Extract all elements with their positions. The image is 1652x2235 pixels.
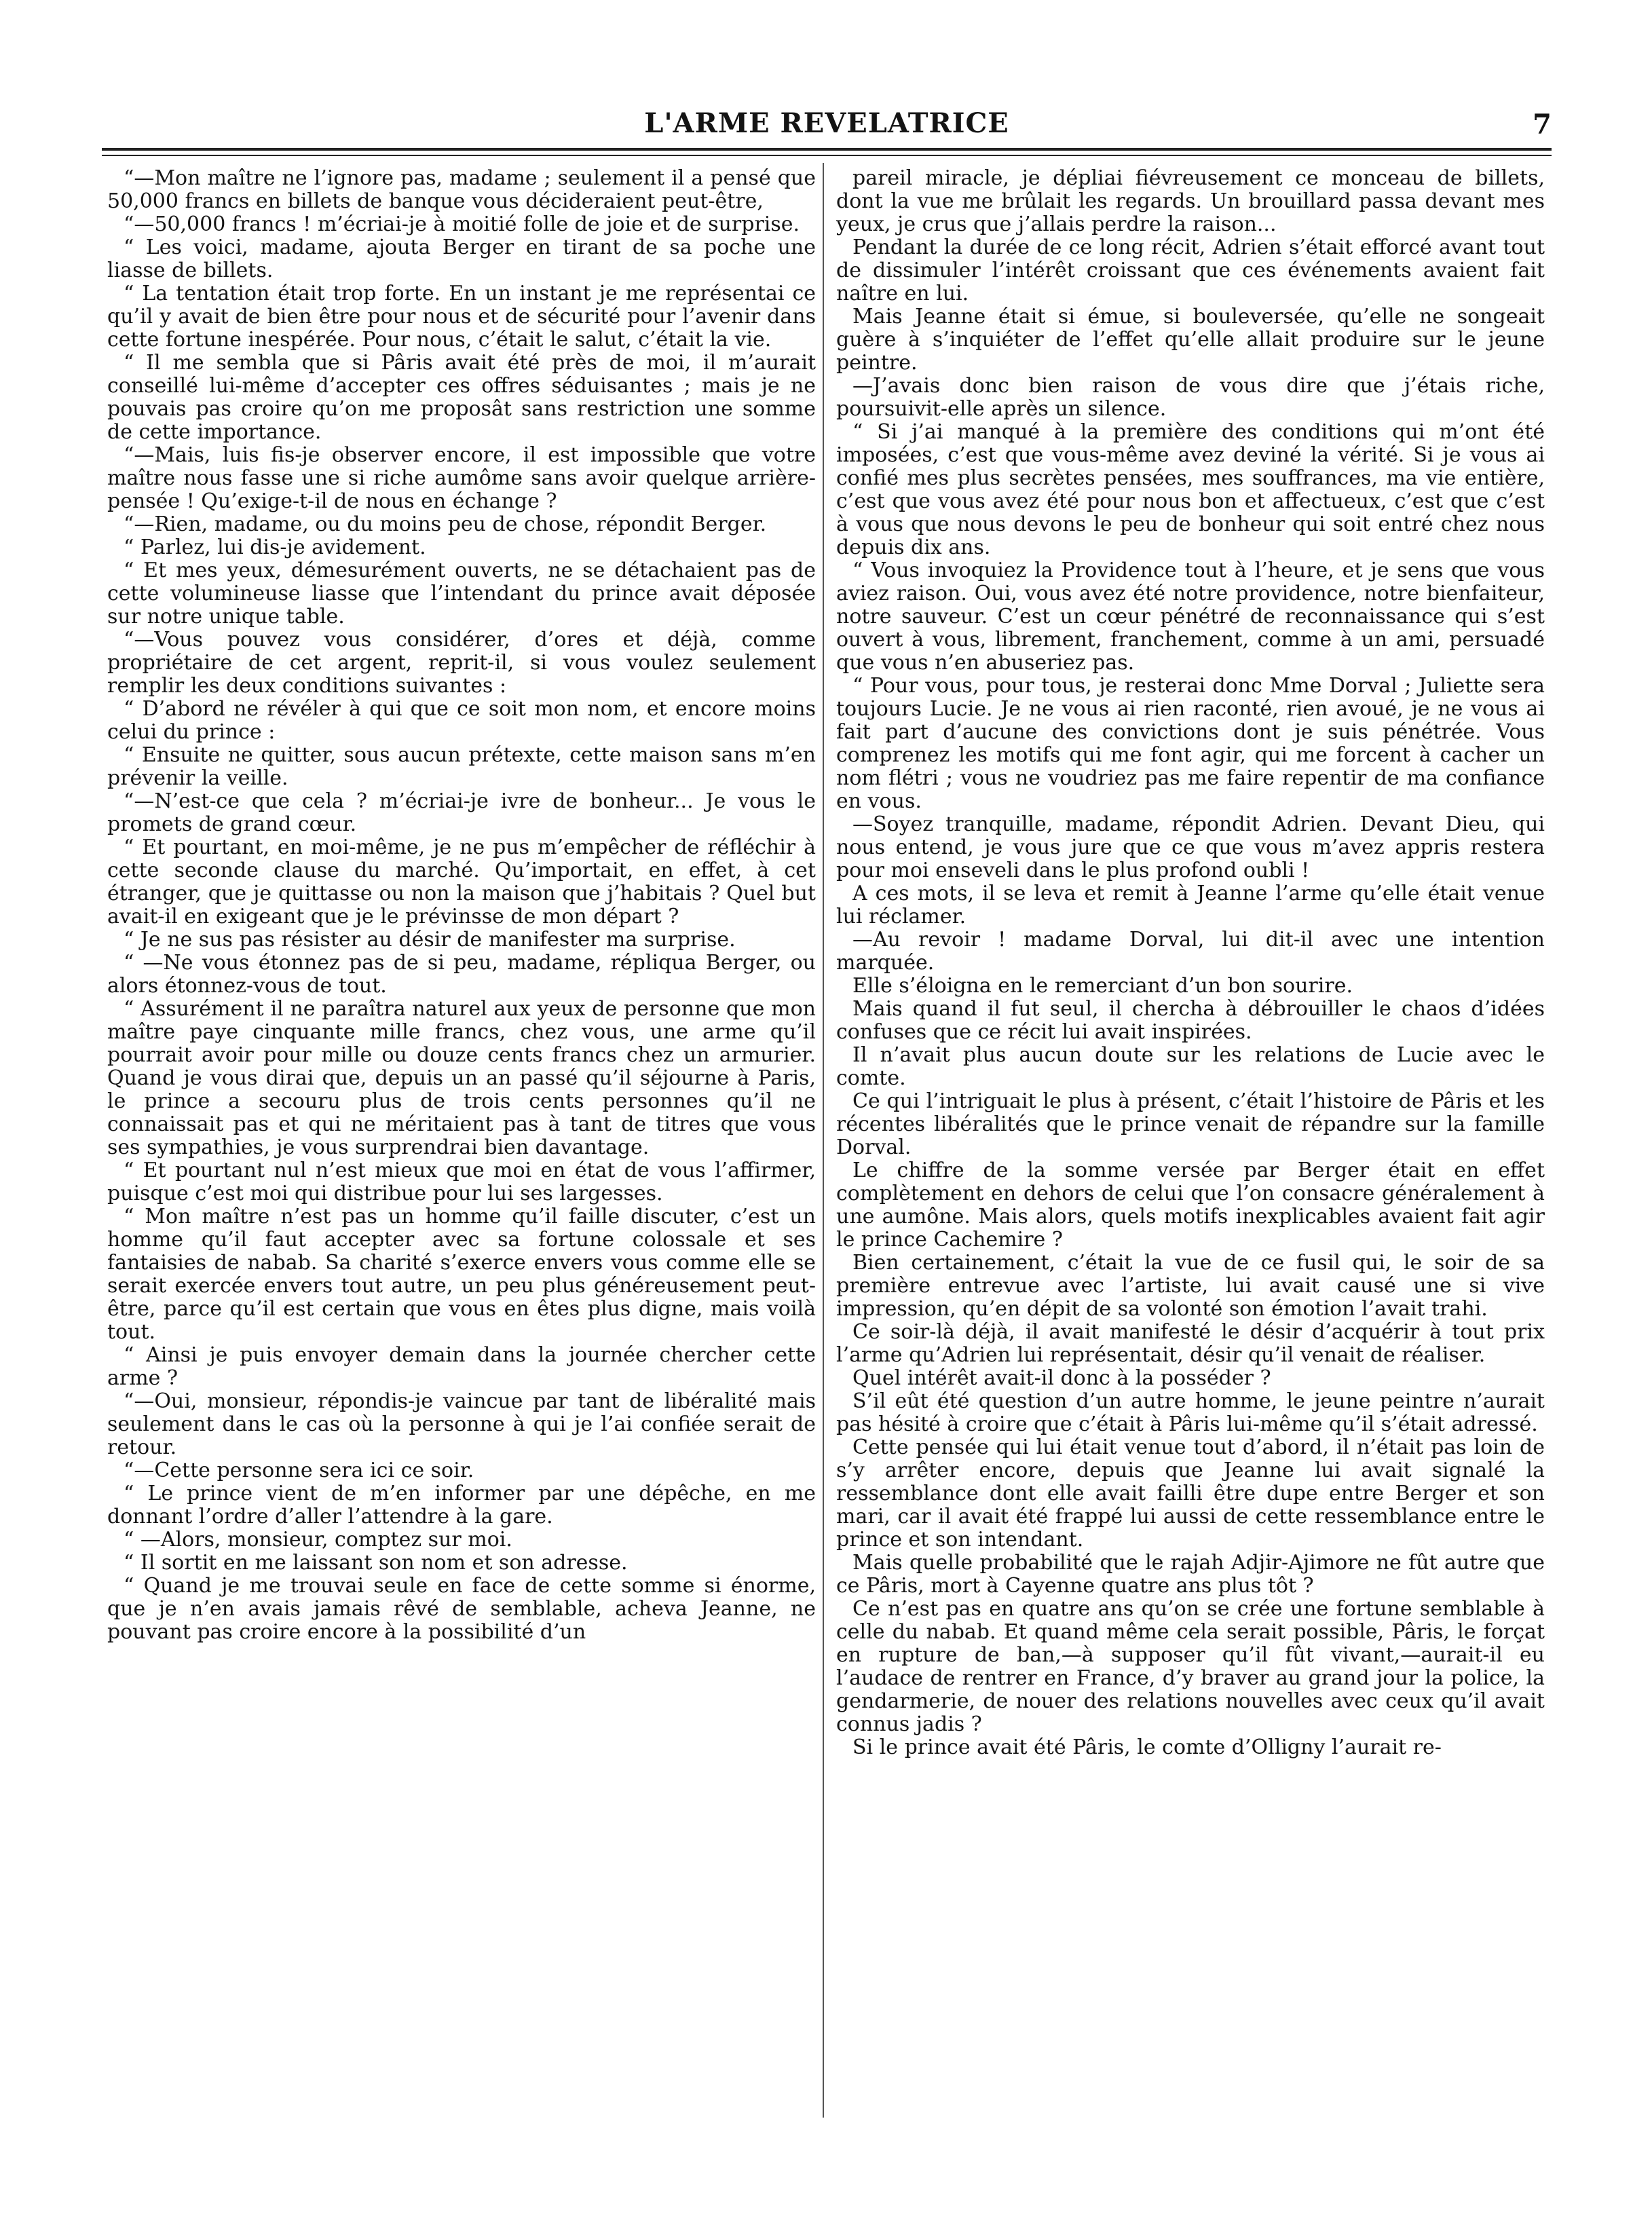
column-divider <box>823 163 824 2118</box>
paragraph: “—Mon maître ne l’ignore pas, madame ; seulement il a pensé que 50,000 francs en billets de banque vous décideraient peut-être, <box>107 166 816 213</box>
paragraph: “ Et pourtant nul n’est mieux que moi en état de vous l’affirmer, puisque c’est moi qui distribue pour lui ses largesses. <box>107 1159 816 1205</box>
paragraph: A ces mots, il se leva et remit à Jeanne l’arme qu’elle était venue lui réclamer. <box>836 882 1545 928</box>
running-title: L'ARME REVELATRICE <box>644 107 1009 139</box>
paragraph: “—50,000 francs ! m’écriai-je à moitié folle de joie et de surprise. <box>124 212 800 236</box>
right-column <box>836 167 1545 1759</box>
paragraph: “ Pour vous, pour tous, je resterai donc Mme Dorval ; Juliette sera toujours Lucie. Je ne vous ai rien raconté, rien avoué, je ne vous ai fait part d’aucune des convictions dont je suis pénétrée. Vous comprenez les motifs qui me font agir, qui me forcent à cacher un nom flétri ; vous ne voudriez pas me faire repentir de ma confiance en vous. <box>836 674 1545 813</box>
paragraph: Elle s’éloigna en le remerciant d’un bon sourire. <box>852 974 1353 998</box>
paragraph: Cette pensée qui lui était venue tout d’abord, il n’était pas loin de s’y arrêter encore, depuis que Jeanne lui avait signalé la ressemblance dont elle avait failli être dupe entre Berger et son mari, car il avait été frappé lui aussi de cette ressemblance entre le prince et son intendant. <box>836 1435 1545 1552</box>
paragraph: “ Si j’ai manqué à la première des conditions qui m’ont été imposées, c’est que vous-même avez deviné la vérité. Si je vous ai confié mes plus secrètes pensées, mes souffrances, ma vie entière, c’est que vous avez été pour nous bon et affectueux, c’est que c’est à vous que nous devons le peu de bonheur qui soit entré chez nous depuis dix ans. <box>836 420 1545 559</box>
paragraph: “ Il me sembla que si Pâris avait été près de moi, il m’aurait conseillé lui-même d’accepter ces offres séduisantes ; mais je ne pouvais pas croire qu’on me proposât sans restriction une somme de cette importance. <box>107 351 816 444</box>
paragraph: Il n’avait plus aucun doute sur les relations de Lucie avec le comte. <box>836 1043 1545 1090</box>
paragraph: “ Vous invoquiez la Providence tout à l’heure, et je sens que vous aviez raison. Oui, vous avez été notre providence, notre bienfaiteur, notre sauveur. C’est un cœur pénétré de reconnaissance qui s’est ouvert à vous, librement, franchement, comme à un ami, persuadé que vous n’en abuseriez pas. <box>836 559 1545 675</box>
paragraph: Bien certainement, c’était la vue de ce fusil qui, le soir de sa première entrevue avec l’artiste, lui avait causé une si vive impression, qu’en dépit de sa volonté son émotion l’avait trahi. <box>836 1251 1545 1321</box>
paragraph: “ Quand je me trouvai seule en face de cette somme si énorme, que je n’en avais jamais rêvé de semblable, acheva Jeanne, ne pouvant pas croire encore à la possibilité d’un <box>107 1574 816 1644</box>
paragraph: “—Oui, monsieur, répondis-je vaincue par tant de libéralité mais seulement dans le cas où la personne à qui je l’ai confiée serait de retour. <box>107 1389 816 1459</box>
paragraph: “ Mon maître n’est pas un homme qu’il faille discuter, c’est un homme qu’il faut accepter avec sa fortune colossale et ses fantaisies de nabab. Sa charité s’exerce envers vous comme elle se serait exercée envers tout autre, un peu plus généreusement peut-être, parce qu’il est certain que vous en êtes plus digne, mais voilà tout. <box>107 1205 816 1344</box>
paragraph: Ce n’est pas en quatre ans qu’on se crée une fortune semblable à celle du nabab. Et quand même cela serait possible, Pâris, le forçat en rupture de ban,—à supposer qu’il fût vivant,—aurait-il eu l’audace de rentrer en France, d’y braver au grand jour la police, la gendarmerie, de nouer des relations nouvelles avec ceux qu’il avait connus jadis ? <box>836 1597 1545 1736</box>
paragraph: Ce soir-là déjà, il avait manifesté le désir d’acquérir à tout prix l’arme qu’Adrien lui représentait, désir qu’il venait de réaliser. <box>836 1320 1545 1367</box>
paragraph: pareil miracle, je dépliai fiévreusement ce monceau de billets, dont la vue me brûlait les regards. Un brouillard passa devant mes yeux, je crus que j’allais perdre la raison... <box>836 166 1545 236</box>
paragraph: —Soyez tranquille, madame, répondit Adrien. Devant Dieu, qui nous entend, je vous jure que ce que vous m’avez appris restera pour moi enseveli dans le plus profond oubli ! <box>836 812 1545 882</box>
paragraph: Mais quand il fut seul, il chercha à débrouiller le chaos d’idées confuses que ce récit lui avait inspirées. <box>836 997 1545 1044</box>
paragraph: Le chiffre de la somme versée par Berger était en effet complètement en dehors de celui que l’on consacre généralement à une aumône. Mais alors, quels motifs inexplicables avaient fait agir le prince Cachemire ? <box>836 1159 1545 1252</box>
paragraph: Pendant la durée de ce long récit, Adrien s’était efforcé avant tout de dissimuler l’intérêt croissant que ces événements avaient fait naître en lui. <box>836 236 1545 305</box>
header-rule-thin <box>102 155 1552 156</box>
paragraph: “ Parlez, lui dis-je avidement. <box>124 536 426 559</box>
paragraph: Quel intérêt avait-il donc à la posséder ? <box>852 1366 1271 1390</box>
paragraph: Mais Jeanne était si émue, si bouleversée, qu’elle ne songeait guère à s’inquiéter de l’effet qu’elle allait produire sur le jeune peintre. <box>836 305 1545 375</box>
left-column <box>107 167 816 1644</box>
paragraph: “ Les voici, madame, ajouta Berger en tirant de sa poche une liasse de billets. <box>107 236 816 282</box>
header-rule-thick <box>102 148 1552 151</box>
paragraph: Mais quelle probabilité que le rajah Adjir-Ajimore ne fût autre que ce Pâris, mort à Cayenne quatre ans plus tôt ? <box>836 1551 1545 1598</box>
paragraph: —Au revoir ! madame Dorval, lui dit-il avec une intention marquée. <box>836 928 1545 975</box>
paragraph: Ce qui l’intriguait le plus à présent, c’était l’histoire de Pâris et les récentes libéralités que le prince venait de répandre sur la famille Dorval. <box>836 1089 1545 1159</box>
paragraph: “ Assurément il ne paraîtra naturel aux yeux de personne que mon maître paye cinquante mille francs, chez vous, une arme qu’il pourrait avoir pour mille ou douze cents francs chez un armurier. Quand je vous dirai que, depuis un an passé qu’il séjourne à Paris, le prince a secouru plus de trois cents personnes qu’il ne connaissait pas et qui ne méritaient pas à tant de titres que vous ses sympathies, je vous surprendrai bien davantage. <box>107 997 816 1159</box>
paragraph: “—Cette personne sera ici ce soir. <box>124 1459 474 1482</box>
paragraph: “ Le prince vient de m’en informer par une dépêche, en me donnant l’ordre d’aller l’attendre à la gare. <box>107 1482 816 1528</box>
paragraph: “ Ainsi je puis envoyer demain dans la journée chercher cette arme ? <box>107 1343 816 1390</box>
paragraph: S’il eût été question d’un autre homme, le jeune peintre n’aurait pas hésité à croire que c’était à Pâris lui-même qu’il s’était adressé. <box>836 1389 1545 1436</box>
paragraph: —J’avais donc bien raison de vous dire que j’étais riche, poursuivit-elle après un silence. <box>836 374 1545 421</box>
paragraph: “ Et pourtant, en moi-même, je ne pus m’empêcher de réfléchir à cette seconde clause du marché. Qu’importait, en effet, à cet étranger, que je quittasse ou non la maison que j’habitais ? Quel but avait-il en exigeant que je le prévinsse de mon départ ? <box>107 835 816 928</box>
paragraph: “—Rien, madame, ou du moins peu de chose, répondit Berger. <box>124 512 767 536</box>
paragraph: “ Il sortit en me laissant son nom et son adresse. <box>124 1551 628 1575</box>
paragraph: “ —Ne vous étonnez pas de si peu, madame, répliqua Berger, ou alors étonnez-vous de tout. <box>107 951 816 998</box>
paragraph: “ Ensuite ne quitter, sous aucun prétexte, cette maison sans m’en prévenir la veille. <box>107 743 816 790</box>
paragraph: “ Je ne sus pas résister au désir de manifester ma surprise. <box>124 928 736 952</box>
paragraph: Si le prince avait été Pâris, le comte d’Olligny l’aurait re- <box>852 1735 1442 1759</box>
paragraph: “—Mais, luis fis-je observer encore, il est impossible que votre maître nous fasse une si riche aumôme sans avoir quelque arrière-pensée ! Qu’exige-t-il de nous en échange ? <box>107 443 816 513</box>
page-header <box>102 102 1552 143</box>
paragraph: “—N’est-ce que cela ? m’écriai-je ivre de bonheur... Je vous le promets de grand cœur. <box>107 789 816 836</box>
paragraph: “—Vous pouvez vous considérer, d’ores et déjà, comme propriétaire de cet argent, reprit-il, si vous voulez seulement remplir les deux conditions suivantes : <box>107 628 816 698</box>
paragraph: “ Et mes yeux, démesurément ouverts, ne se détachaient pas de cette volumineuse liasse que l’intendant du prince avait déposée sur notre unique table. <box>107 559 816 628</box>
paragraph: “ D’abord ne révéler à qui que ce soit mon nom, et encore moins celui du prince : <box>107 697 816 744</box>
page-number: 7 <box>1533 109 1552 140</box>
paragraph: “ —Alors, monsieur, comptez sur moi. <box>124 1528 512 1552</box>
paragraph: “ La tentation était trop forte. En un instant je me représentai ce qu’il y avait de bien être pour nous et de sécurité pour l’avenir dans cette fortune inespérée. Pour nous, c’était le salut, c’était la vie. <box>107 282 816 352</box>
